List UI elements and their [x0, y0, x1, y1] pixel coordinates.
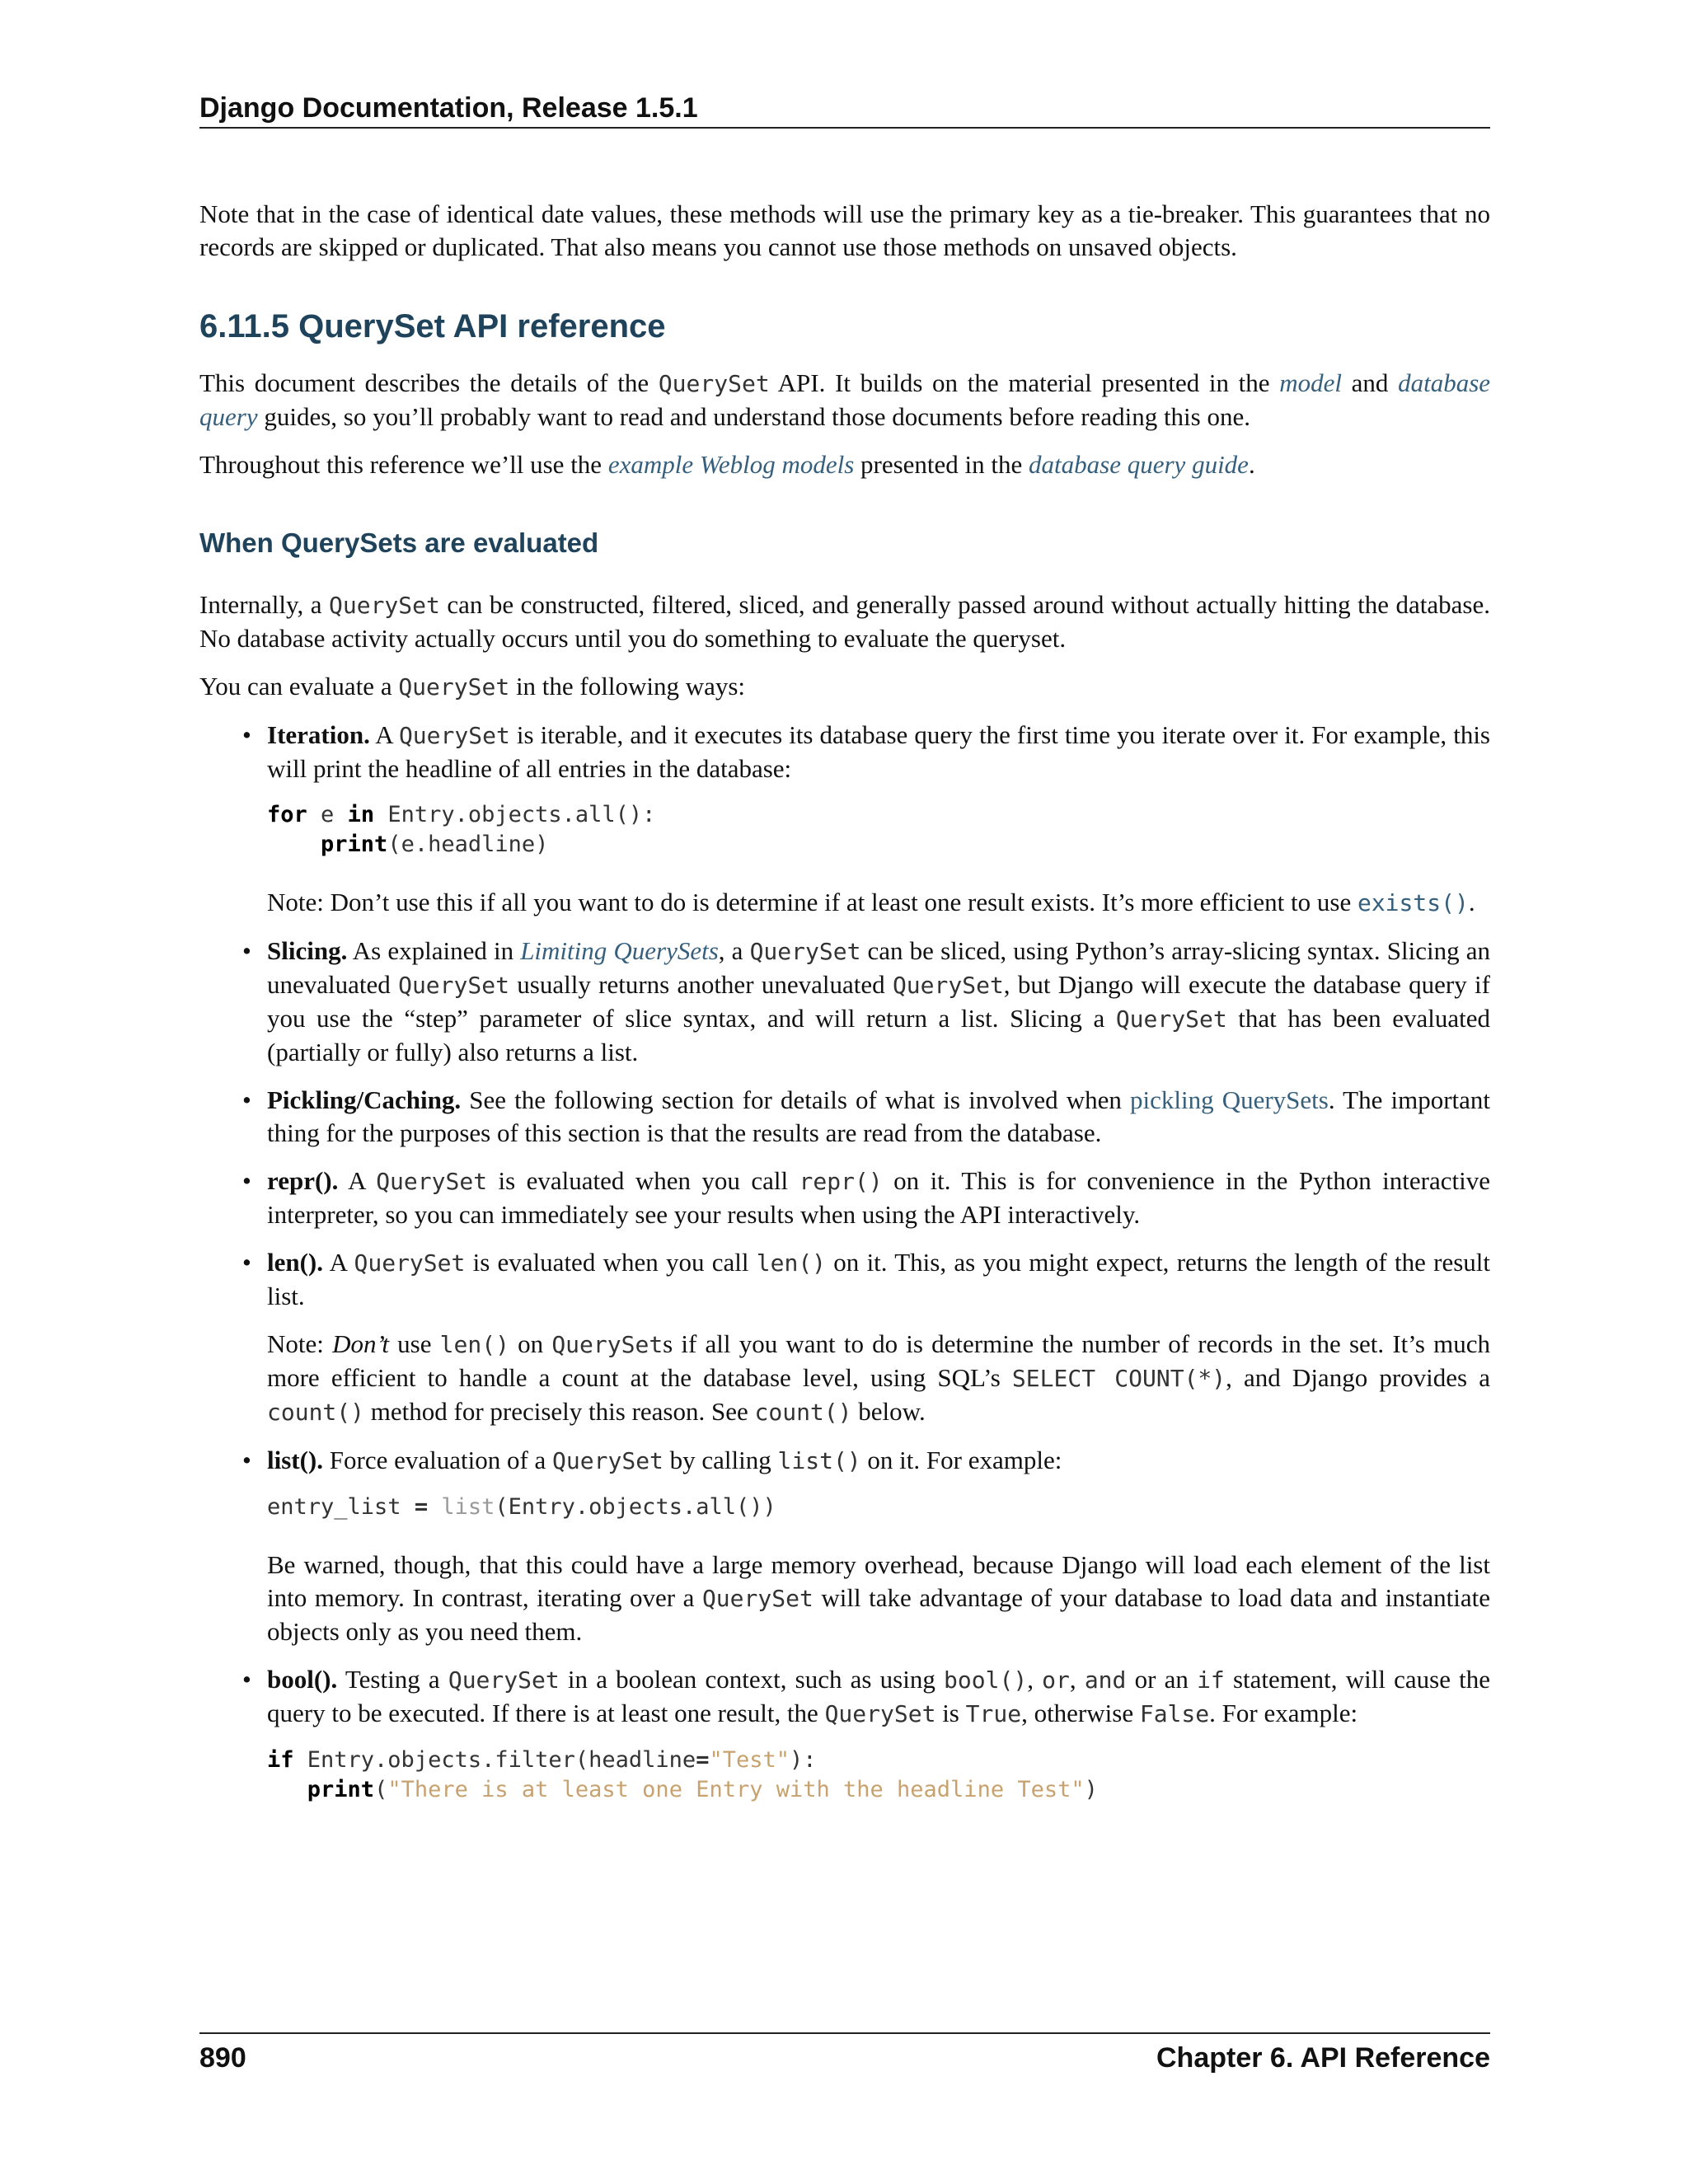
- code-queryset: QuerySet: [658, 370, 770, 397]
- list-item-iteration: • Iteration. A QuerySet is iterable, and it executes its database query the first time you iterate over it. For example, this will print the headline of all entries in the database: for e in Entry.objects.all(): print(e.headline) Note: Don’t use this if all you want to do is determine if at least one result exists. It’s more efficient to use exists().: [267, 719, 1490, 920]
- code-block-list: entry_list = list(Entry.objects.all()): [267, 1494, 776, 1520]
- evaluation-list: [199, 719, 1490, 1805]
- page-content: [199, 198, 1490, 1831]
- term-iteration: Iteration.: [267, 720, 370, 749]
- list-item-len: • len(). A QuerySet is evaluated when you call len() on it. This, as you might expect, returns the length of the result list. Note: Don’t use len() on QuerySets if all you want to do is determine the number of records in the set. It’s much more efficient to handle a count at the database level, using SQL’s SELECT COUNT(*), and Django provides a count() method for precisely this reason. See count() below.: [267, 1246, 1490, 1429]
- section-heading: 6.11.5 QuerySet API reference: [199, 308, 666, 344]
- link-pickling-querysets[interactable]: pickling QuerySets: [1129, 1085, 1329, 1114]
- term-slicing: Slicing.: [267, 936, 348, 965]
- note-len: Note: Don’t use len() on QuerySets if all you want to do is determine the number of records in the set. It’s much more efficient to handle a count at the database level, using SQL’s SELECT COUNT(*), and Django provides a count() method for precisely this reason. See count() below.: [267, 1329, 1491, 1426]
- section-paragraph-2: Throughout this reference we’ll use the example Weblog models presented in the database query guide.: [199, 450, 1255, 479]
- term-len: len().: [267, 1248, 324, 1277]
- term-list: list().: [267, 1446, 324, 1474]
- code-queryset: QuerySet: [329, 592, 440, 619]
- list-item-bool: • bool(). Testing a QuerySet in a boolean context, such as using bool(), or, and or an if statement, will cause the query to be executed. If there is at least one result, the QuerySet is True, otherwise False. For example: if Entry.objects.filter(headline="Test"): print("There is at least one Entry with the headline Test"): [267, 1663, 1490, 1805]
- link-example-weblog-models[interactable]: example Weblog models: [607, 450, 855, 479]
- term-repr: repr().: [267, 1166, 339, 1195]
- subsection-paragraph-2: You can evaluate a QuerySet in the following ways:: [199, 672, 746, 701]
- running-footer: [199, 2032, 1490, 2074]
- list-item-repr: • repr(). A QuerySet is evaluated when you call repr() on it. This is for convenience in the Python interactive interpreter, so you can immediately see your results when using the API interactively.: [267, 1165, 1490, 1231]
- subsection-paragraph-1: Internally, a QuerySet can be constructed, filtered, sliced, and generally passed around without actually hitting the database. No database activity actually occurs until you do something to evaluate the queryset.: [199, 590, 1490, 653]
- code-block-iteration: for e in Entry.objects.all(): print(e.headline): [267, 802, 656, 857]
- link-database-query-guide[interactable]: database query guide: [1029, 450, 1249, 479]
- list-item-slicing: • Slicing. As explained in Limiting QuerySets, a QuerySet can be sliced, using Python’s array-slicing syntax. Slicing an unevaluated QuerySet usually returns another unevaluated QuerySet, but Django will execute the database query if you use the “step” parameter of slice syntax, and will return a list. Slicing a QuerySet that has been evaluated (partially or fully) also returns a list.: [267, 935, 1490, 1069]
- running-header: Django Documentation, Release 1.5.1: [199, 92, 1490, 129]
- link-limiting-querysets[interactable]: Limiting QuerySets: [520, 936, 719, 965]
- list-item-list: • list(). Force evaluation of a QuerySet by calling list() on it. For example: entry_list = list(Entry.objects.all()) Be warned, though, that this could have a large memory overhead, because Django will load each element of the list into memory. In contrast, iterating over a QuerySet will take advantage of your database to load data and instantiate objects only as you need them.: [267, 1444, 1490, 1648]
- code-queryset: QuerySet: [398, 673, 510, 701]
- list-item-pickling: • Pickling/Caching. See the following section for details of what is involved when pickling QuerySets. The important thing for the purposes of this section is that the results are read from the database.: [267, 1084, 1490, 1150]
- section-paragraph-1: This document describes the details of the QuerySet API. It builds on the material presented in the model and database query guides, so you’ll probably want to read and understand those documents before reading this one.: [199, 368, 1491, 431]
- term-bool: bool().: [267, 1665, 338, 1694]
- page-number: 890: [199, 2042, 246, 2074]
- subsection-heading: When QuerySets are evaluated: [199, 527, 599, 558]
- code-block-bool: if Entry.objects.filter(headline="Test"): print("There is at least one Entry with the headline Test"): [267, 1747, 1098, 1802]
- intro-paragraph: Note that in the case of identical date values, these methods will use the primary key as a tie-breaker. This guarantees that no records are skipped or duplicated. That also means you cannot use those methods on unsaved objects.: [199, 199, 1490, 261]
- note-iteration: Note: Don’t use this if all you want to do is determine if at least one result exists. It’s more efficient to use exists().: [267, 888, 1475, 916]
- chapter-title: Chapter 6. API Reference: [1156, 2042, 1490, 2074]
- link-model[interactable]: model: [1279, 368, 1342, 397]
- term-pickling: Pickling/Caching.: [267, 1085, 462, 1114]
- link-database-query[interactable]: database query: [199, 368, 1491, 431]
- warning-list: Be warned, though, that this could have a large memory overhead, because Django will load each element of the list into memory. In contrast, iterating over a QuerySet will take advantage of your database to load data and instantiate objects only as you need them.: [267, 1550, 1490, 1646]
- link-exists[interactable]: exists(): [1357, 889, 1469, 916]
